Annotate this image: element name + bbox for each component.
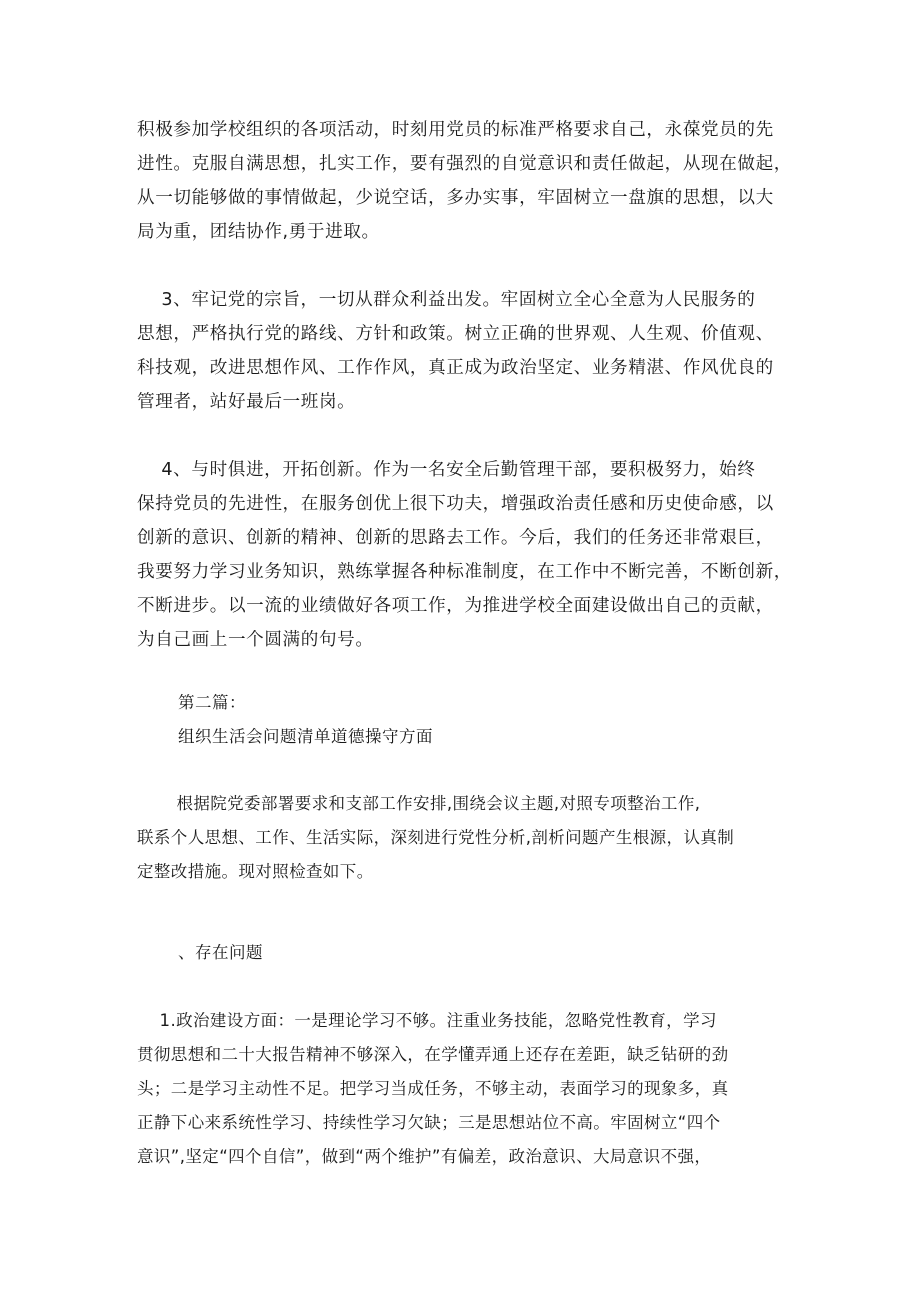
paragraph-3 [137, 453, 792, 657]
text-line: 从一切能够做的事情做起，少说空话，多办实事，牢固树立一盘旗的思想，以大 [137, 188, 774, 208]
text-line: 不断进步。以一流的业绩做好各项工作，为推进学校全面建设做出自己的贡献， [137, 596, 774, 616]
text-line: 定整改措施。现对照检查如下。 [137, 862, 374, 881]
paragraph-1 [137, 113, 792, 249]
paragraph-2 [137, 283, 787, 419]
text-line: 我要努力学习业务知识，熟练掌握各种标准制度，在工作中不断完善，不断创新， [137, 562, 792, 582]
text-line: 4、与时俱进，开拓创新。作为一名安全后勤管理干部，要积极努力，始终 [137, 460, 756, 480]
text-line: 头；二是学习主动性不足。把学习当成任务，不够主动，表面学习的现象多，真 [137, 1079, 729, 1098]
text-line: 思想，严格执行党的路线、方针和政策。树立正确的世界观、人生观、价值观、 [137, 324, 774, 344]
text-line: 联系个人思想、工作、生活实际，深刻进行党性分析,剖析问题产生根源，认真制 [137, 828, 735, 847]
text-line: 1.政治建设方面：一是理论学习不够。注重业务技能，忽略党性教育，学习 [137, 1011, 717, 1030]
text-line: 3、牢记党的宗旨，一切从群众利益出发。牢固树立全心全意为人民服务的 [137, 290, 756, 310]
text-line: 积极参加学校组织的各项活动，时刻用党员的标准严格要求自己，永葆党员的先 [137, 120, 774, 140]
text-line: 根据院党委部署要求和支部工作安排,围绕会议主题,对照专项整治工作, [137, 794, 701, 813]
text-line: 创新的意识、创新的精神、创新的思路去工作。今后，我们的任务还非常艰巨， [137, 528, 774, 548]
paragraph-5 [137, 1004, 787, 1174]
text-line: 保持党员的先进性，在服务创优上很下功夫，增强政治责任感和历史使命感，以 [137, 494, 774, 514]
text-line: 意识”,坚定“四个自信”，做到“两个维护”有偏差，政治意识、大局意识不强， [137, 1147, 712, 1166]
section-title: 、存在问题 [178, 943, 263, 962]
text-line: 正静下心来系统性学习、持续性学习欠缺；三是思想站位不高。牢固树立“四个 [137, 1113, 721, 1132]
text-line: 管理者，站好最后一班岗。 [137, 392, 356, 412]
text-line: 科技观，改进思想作风、工作作风，真正成为政治坚定、业务精湛、作风优良的 [137, 358, 774, 378]
text-line: 贯彻思想和二十大报告精神不够深入，在学懂弄通上还存在差距，缺乏钻研的劲 [137, 1045, 729, 1064]
part-title: 组织生活会问题清单道德操守方面 [178, 727, 433, 746]
paragraph-4 [137, 787, 787, 889]
text-line: 局为重，团结协作,勇于进取。 [137, 222, 380, 242]
text-line: 为自己画上一个圆满的句号。 [137, 630, 374, 650]
text-line: 进性。克服自满思想，扎实工作，要有强烈的自觉意识和责任做起，从现在做起， [137, 154, 792, 174]
part-label: 第二篇： [178, 693, 246, 712]
